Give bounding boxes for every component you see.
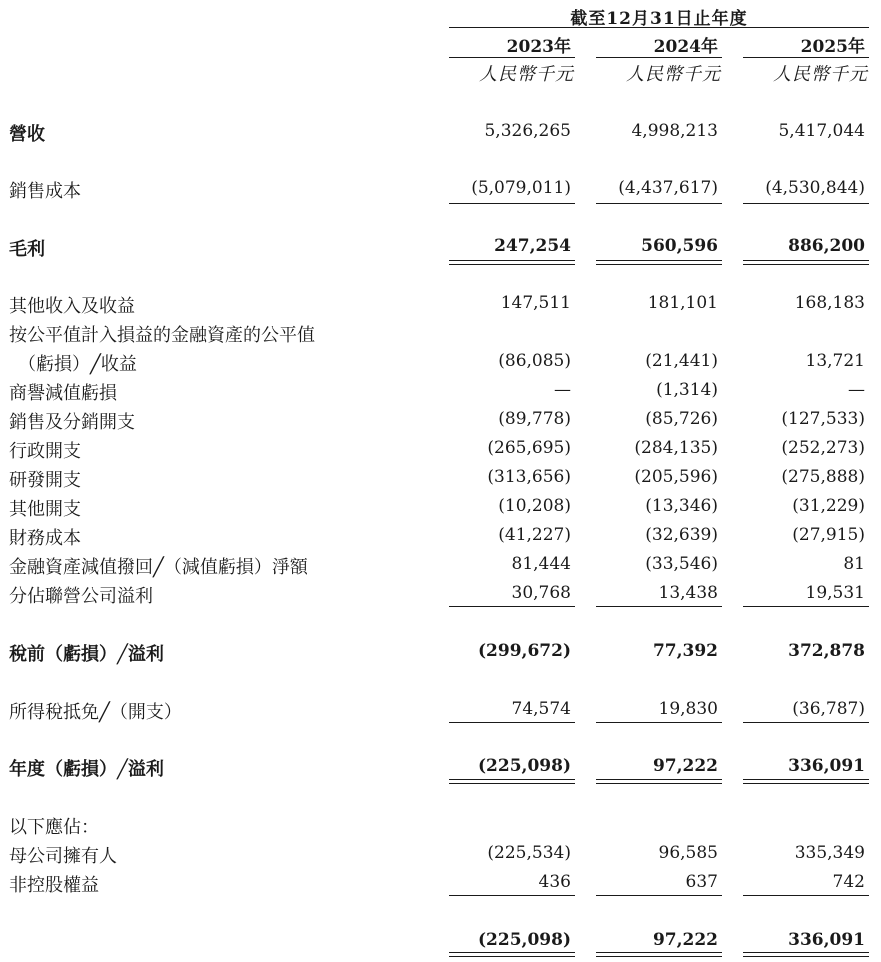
year-header-2024: 2024年 (653, 37, 718, 57)
subtotal-rule (743, 722, 869, 723)
double-rule (596, 264, 722, 265)
subtotal-rule (449, 203, 575, 204)
subtotal-rule (449, 895, 575, 896)
cell-gross-profit-2023: 247,254 (494, 236, 571, 256)
cell-tax-2025: (36,787) (792, 699, 865, 719)
cell-cost-of-sales-2024: (4,437,617) (618, 178, 718, 198)
cell-owners-2025: 335,349 (794, 843, 865, 863)
unit-label-2025: 人民幣千元 (773, 64, 868, 85)
cell-fvtpl-2023: (86,085) (498, 351, 571, 371)
cell-cost-of-sales-2025: (4,530,844) (765, 178, 865, 198)
cell-impairment-2024: (33,546) (645, 554, 718, 574)
cell-associates-2025: 19,531 (805, 583, 865, 603)
cell-nci-2023: 436 (538, 872, 571, 892)
cell-finance-2023: (41,227) (498, 525, 571, 545)
cell-rd-2024: (205,596) (634, 467, 718, 487)
cell-pfy-2023: (225,098) (478, 756, 571, 776)
cell-rd-2023: (313,656) (487, 467, 571, 487)
row-label-owners-of-parent: 母公司擁有人 (9, 846, 117, 867)
cell-goodwill-2023: — (554, 380, 571, 400)
year-rule-2025 (743, 57, 869, 58)
subtotal-rule (743, 203, 869, 204)
cell-finance-2024: (32,639) (645, 525, 718, 545)
double-rule (449, 779, 575, 780)
cell-nci-2024: 637 (685, 872, 718, 892)
cell-revenue-2023: 5,326,265 (484, 121, 571, 141)
cell-pbt-2023: (299,672) (478, 641, 571, 661)
cell-other-income-2025: 168,183 (794, 293, 865, 313)
cell-goodwill-2025: — (848, 380, 865, 400)
cell-total-2024: 97,222 (652, 930, 718, 950)
double-rule (449, 956, 575, 957)
row-label-fvtpl: 按公平值計入損益的金融資產的公平值 (9, 325, 315, 346)
cell-owners-2023: (225,534) (487, 843, 571, 863)
unit-label-2023: 人民幣千元 (479, 64, 574, 85)
row-label-profit-for-year: 年度（虧損）╱溢利 (9, 759, 164, 780)
row-label-share-of-associates: 分佔聯營公司溢利 (9, 586, 153, 607)
cell-other-income-2024: 181,101 (647, 293, 718, 313)
double-rule (743, 783, 869, 784)
double-rule (596, 952, 722, 953)
subtotal-rule (596, 722, 722, 723)
row-label-attributable-to: 以下應佔： (9, 817, 99, 838)
cell-pbt-2025: 372,878 (788, 641, 865, 661)
double-rule (743, 779, 869, 780)
cell-gross-profit-2024: 560,596 (641, 236, 718, 256)
double-rule (449, 264, 575, 265)
subtotal-rule (743, 895, 869, 896)
double-rule (596, 779, 722, 780)
subtotal-rule (743, 606, 869, 607)
cell-selling-2023: (89,778) (498, 409, 571, 429)
cell-cost-of-sales-2023: (5,079,011) (471, 178, 571, 198)
cell-admin-2025: (252,273) (781, 438, 865, 458)
cell-other-expenses-2024: (13,346) (645, 496, 718, 516)
row-label-income-tax: 所得稅抵免╱（開支） (9, 702, 182, 723)
period-header-rule (449, 27, 869, 28)
row-label-non-controlling: 非控股權益 (9, 875, 99, 896)
row-label-revenue: 營收 (9, 124, 45, 145)
cell-revenue-2024: 4,998,213 (631, 121, 718, 141)
row-label-rd-expenses: 研發開支 (9, 470, 81, 491)
cell-other-income-2023: 147,511 (500, 293, 571, 313)
row-label-admin-expenses: 行政開支 (9, 441, 81, 462)
cell-tax-2023: 74,574 (511, 699, 571, 719)
double-rule (743, 260, 869, 261)
cell-total-2023: (225,098) (478, 930, 571, 950)
cell-selling-2024: (85,726) (645, 409, 718, 429)
double-rule (449, 260, 575, 261)
year-header-2023: 2023年 (506, 37, 571, 57)
cell-goodwill-2024: (1,314) (656, 380, 718, 400)
cell-finance-2025: (27,915) (792, 525, 865, 545)
year-rule-2024 (596, 57, 722, 58)
row-label-other-income: 其他收入及收益 (9, 296, 135, 317)
cell-impairment-2025: 81 (843, 554, 865, 574)
subtotal-rule (449, 606, 575, 607)
cell-fvtpl-2024: (21,441) (645, 351, 718, 371)
year-rule-2023 (449, 57, 575, 58)
subtotal-rule (596, 895, 722, 896)
row-label-cost-of-sales: 銷售成本 (9, 181, 81, 202)
cell-admin-2024: (284,135) (634, 438, 718, 458)
cell-other-expenses-2025: (31,229) (792, 496, 865, 516)
cell-rd-2025: (275,888) (781, 467, 865, 487)
cell-associates-2024: 13,438 (658, 583, 718, 603)
cell-pbt-2024: 77,392 (652, 641, 718, 661)
unit-label-2024: 人民幣千元 (626, 64, 721, 85)
row-label-impairment-reversal: 金融資產減值撥回╱（減值虧損）淨額 (9, 557, 308, 578)
double-rule (743, 264, 869, 265)
cell-tax-2024: 19,830 (658, 699, 718, 719)
cell-other-expenses-2023: (10,208) (498, 496, 571, 516)
row-label-goodwill-impairment: 商譽減值虧損 (9, 383, 117, 404)
row-label-profit-before-tax: 稅前（虧損）╱溢利 (9, 644, 164, 665)
cell-selling-2025: (127,533) (781, 409, 865, 429)
row-label-finance-costs: 財務成本 (9, 528, 81, 549)
subtotal-rule (596, 606, 722, 607)
period-header: 截至12月31日止年度 (570, 9, 748, 29)
cell-pfy-2024: 97,222 (652, 756, 718, 776)
cell-owners-2024: 96,585 (658, 843, 718, 863)
cell-total-2025: 336,091 (788, 930, 865, 950)
cell-nci-2025: 742 (832, 872, 865, 892)
double-rule (596, 956, 722, 957)
cell-gross-profit-2025: 886,200 (788, 236, 865, 256)
double-rule (596, 260, 722, 261)
cell-admin-2023: (265,695) (487, 438, 571, 458)
row-label-gross-profit: 毛利 (9, 239, 45, 260)
cell-fvtpl-2025: 13,721 (805, 351, 865, 371)
row-label-selling-expenses: 銷售及分銷開支 (9, 412, 135, 433)
double-rule (743, 956, 869, 957)
double-rule (743, 952, 869, 953)
subtotal-rule (596, 203, 722, 204)
cell-associates-2023: 30,768 (511, 583, 571, 603)
double-rule (449, 783, 575, 784)
subtotal-rule (449, 722, 575, 723)
cell-impairment-2023: 81,444 (511, 554, 571, 574)
row-label-fvtpl-loss-gain: （虧損）╱收益 (18, 354, 137, 375)
year-header-2025: 2025年 (800, 37, 865, 57)
row-label-other-expenses: 其他開支 (9, 499, 81, 520)
double-rule (596, 783, 722, 784)
cell-pfy-2025: 336,091 (788, 756, 865, 776)
double-rule (449, 952, 575, 953)
cell-revenue-2025: 5,417,044 (778, 121, 865, 141)
